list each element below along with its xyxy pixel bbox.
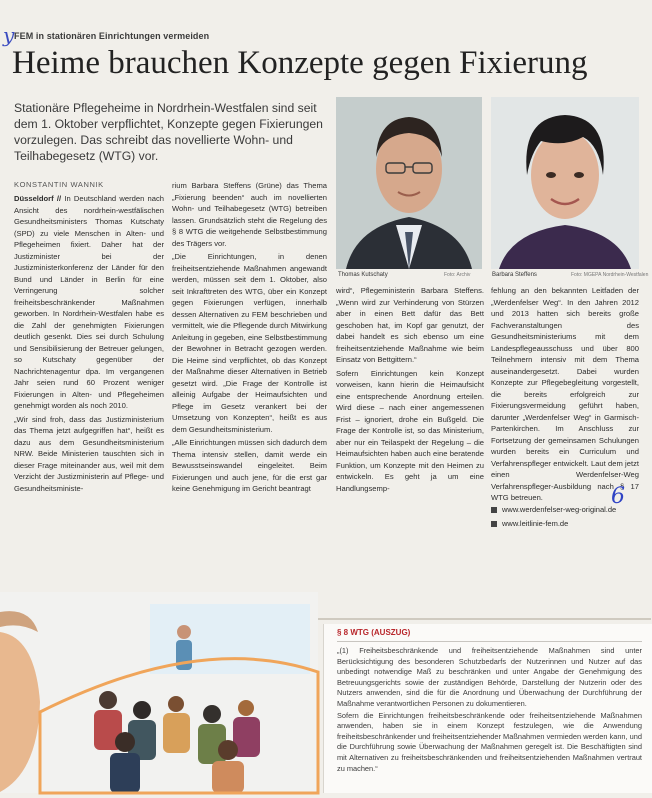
link-item[interactable] [491,503,616,517]
article-column-2 [172,180,327,618]
link-item[interactable] [491,517,616,531]
box-text [337,646,642,775]
photo-credit-kutschaty: Foto: Archiv [444,272,471,278]
photo-caption-steffens: Barbara Steffens [492,272,537,278]
column-4-paragraph-1: fehlung an den bekannten Leitfaden der „Werdenfelser Weg“. In den Jahren 2012 und 2013 hatten sich bereits große Fachveranstaltungen des Gesundheitsministeriums mit dem Landespflegeausschuss und über 800 Teilnehmern intensiv mit dem Thema auseinandergesetzt. Dabei wurden Konzepte zur Pflegebegleitung vorgestellt, die bereits erfolgreich zur Fixierungsvermeidung geführt haben, darunter „Werdenfelser Weg“ in Garmisch-Partenkirchen. Im Anschluss zur Fortsetzung der gemeinsamen Schulungen wurden bereits ein Curriculum und Verfahrenspfleger entwickelt. Laut dem jetzt einen Werdenfelser-Weg Verfahrenspfleger-Ausbildung nach § 17 WTG betreuen. [491,286,639,502]
photo-credit-steffens: Foto: MGEPA Nordrhein-Westfalen [571,272,649,278]
article-column-3 [336,285,484,620]
column-2-paragraph-3: „Alle Einrichtungen müssen sich dadurch dem Thema intensiv stellen, damit werde ein Bewusstseinswandel eingeleitet. Beim Fixierungen und auch jene, für die erst gar keine Genehmigung im Gericht beantragt [172,438,327,493]
link-werdenfelser[interactable]: www.werdenfelser-weg-original.de [502,505,617,514]
column-1-paragraph-1: In Deutschland werden nach Ansicht des nordrhein-westfälischen Gesundheitsministers Thomas Kutschaty (SPD) zu viele Menschen in Alten- und Pflegeheimen fixiert. Daher hat der Justizminister bei der Justizministerkonferenz der Länder für den Bund und Länder in Berlin für eine Verringerung solcher freiheitsbeschränkender Maßnahmen geworben. In Nordrhein-Westfalen habe es die Zahl der genehmigten Fixierungen deutlich gesenkt. Dies sei durch Schulung und Sensibilisierung der Betreuer gelungen, so Kutschaty gegenüber der Nachrichtenagentur dpa. Im vergangenen Jahr seien rund 60 Prozent weniger Fixierungen in Alten- und Pflegeheimen genehmigt worden als noch 2010. [14,194,164,410]
pen-mark-icon: y [3,23,15,47]
article-column-4 [491,285,639,502]
square-bullet-icon [491,507,497,513]
column-2-paragraph-1: rium Barbara Steffens (Grüne) das Thema „Fixierung beenden“ auch im novellierten Wohn- und Teilhabegesetz (WTG) betreiben lassen. Grundsätzlich steht die Regelung des § 8 WTG die weitgehende Selbstbestimmung des Trägers vor. [172,181,327,248]
article-column-1 [14,193,164,618]
link-leitlinie[interactable]: www.leitlinie-fem.de [502,519,569,528]
author-byline: KONSTANTIN WANNIK [14,180,104,189]
dateline: Düsseldorf // [14,194,62,203]
box-paragraph-2: Sofern die Einrichtungen freiheitsbeschränkende oder freiheitsentziehende Maßnahmen anwenden, haben sie in einem Konzept festzulegen, wie die Anwendung freiheitsbeschränkender und freiheitsentziehender Maßnahmen vermieden werden kann, und die Durchführung sowie Überwachung der Maßnahmen geregelt ist. Die Beschäftigten sind mit Alternativen zu freiheitsbeschränkenden und freiheitsentziehenden Maßnahmen vertraut zu machen.“ [337,710,642,773]
portrait-photo-steffens [491,97,639,269]
kicker: FEM in stationären Einrichtungen vermeiden [14,31,210,41]
box-title: § 8 WTG (AUSZUG) [337,628,411,637]
lead-paragraph: Stationäre Pflegeheime in Nordrhein-Westfalen sind seit dem 1. Oktober verpflichtet, Konzepte gegen Fixierungen vorzulegen. Das schreibt das novellierte Wohn- und Teilhabegesetz (WTG) vor. [14,101,323,163]
box-divider [337,641,642,642]
handwritten-page-number: 6 [611,484,625,509]
column-1-paragraph-2: „Wir sind froh, dass das Justizministerium das Thema jetzt aufgegriffen hat“, heißt es dazu aus dem Gesundheitsministerium NRW. Beide Ministerien tauschten sich in dieser Frage miteinander aus, weil mit dem Verzicht der Justizministerin auf Pflege- und Gesundheitsministe- [14,414,164,493]
square-bullet-icon [491,521,497,527]
column-3-paragraph-1: wird“, Pflegeministerin Barbara Steffens. „Wenn wird zur Verhinderung von Stürzen aber in einen Bett dafür das Bett geschoben hat, im Kopf gar genutzt, der dabei handelt es sich ebenso um eine freiheitsentziehende Maßnahme wie beim Einsatz von Bettgittern.“ [336,286,484,364]
column-2-paragraph-2: „Die Einrichtungen, in denen freiheitsentziehende Maßnahmen angewandt werden, müssen seit dem 1. Oktober, also seit Inkrafttreten des WTG, über ein Konzept gegen Fixierungen verfügen, innerhalb dessen Alternativen zu FEM beschrieben und vermittelt, wie die Pflegende durch Mitwirkung Anleitung in gegeben, eine Selbstbestimmung der Bewohner in Betracht gezogen werden. Die Heime sind verpflichtet, ob das Konzept der Maßnahme dieser Alternativen in Betrieb gesetzt wird. „Die Frage der Kontrolle ist alleinig Aufgabe der Heimaufsichten und Pflege im Gesetz verankert bei der Umsetzung von Konzepten“, heißt es aus dem Gesundheitsministerium. [172,252,327,434]
seminar-photo [0,592,318,793]
photo-caption-kutschaty: Thomas Kutschaty [338,272,388,278]
link-list [491,503,616,531]
box-paragraph-1: „(1) Freiheitsbeschränkende und freiheitsentziehende Maßnahmen sind unter Berücksichtigung des besonderen Schutzbedarfs der Nutzerinnen und Nutzer auf das unbedingt notwendige Maß zu beschränken und unter Angabe der Genehmigung des Betreuungsgerichts sowie der zuständigen Behörde, Darstellung der Nutzerin oder des Nutzers anwenden, sind die für die Anordnung und Überwachung der Durchführung der Maßnahme verantwortlichen Personen zu dokumentieren. [337,646,642,708]
headline: Heime brauchen Konzepte gegen Fixierung [12,45,588,81]
portrait-photo-kutschaty [336,97,482,269]
column-3-paragraph-2: Sofern Einrichtungen kein Konzept vorweisen, kann hierin die Heimaufsicht eine entsprechende Anordnung erteilen. Wird diese – nach einer angemessenen Frist – ignoriert, drohe ein Bußgeld. Die Frage der Kontrolle ist, so das Ministerium, aber nur ein Teilaspekt der Regelung – die Heimaufsichten haben auch eine beratende Funktion, um Konzepte mit den Heimen zu entwickeln. Es geht ja um eine Handlungsemp- [336,368,484,493]
